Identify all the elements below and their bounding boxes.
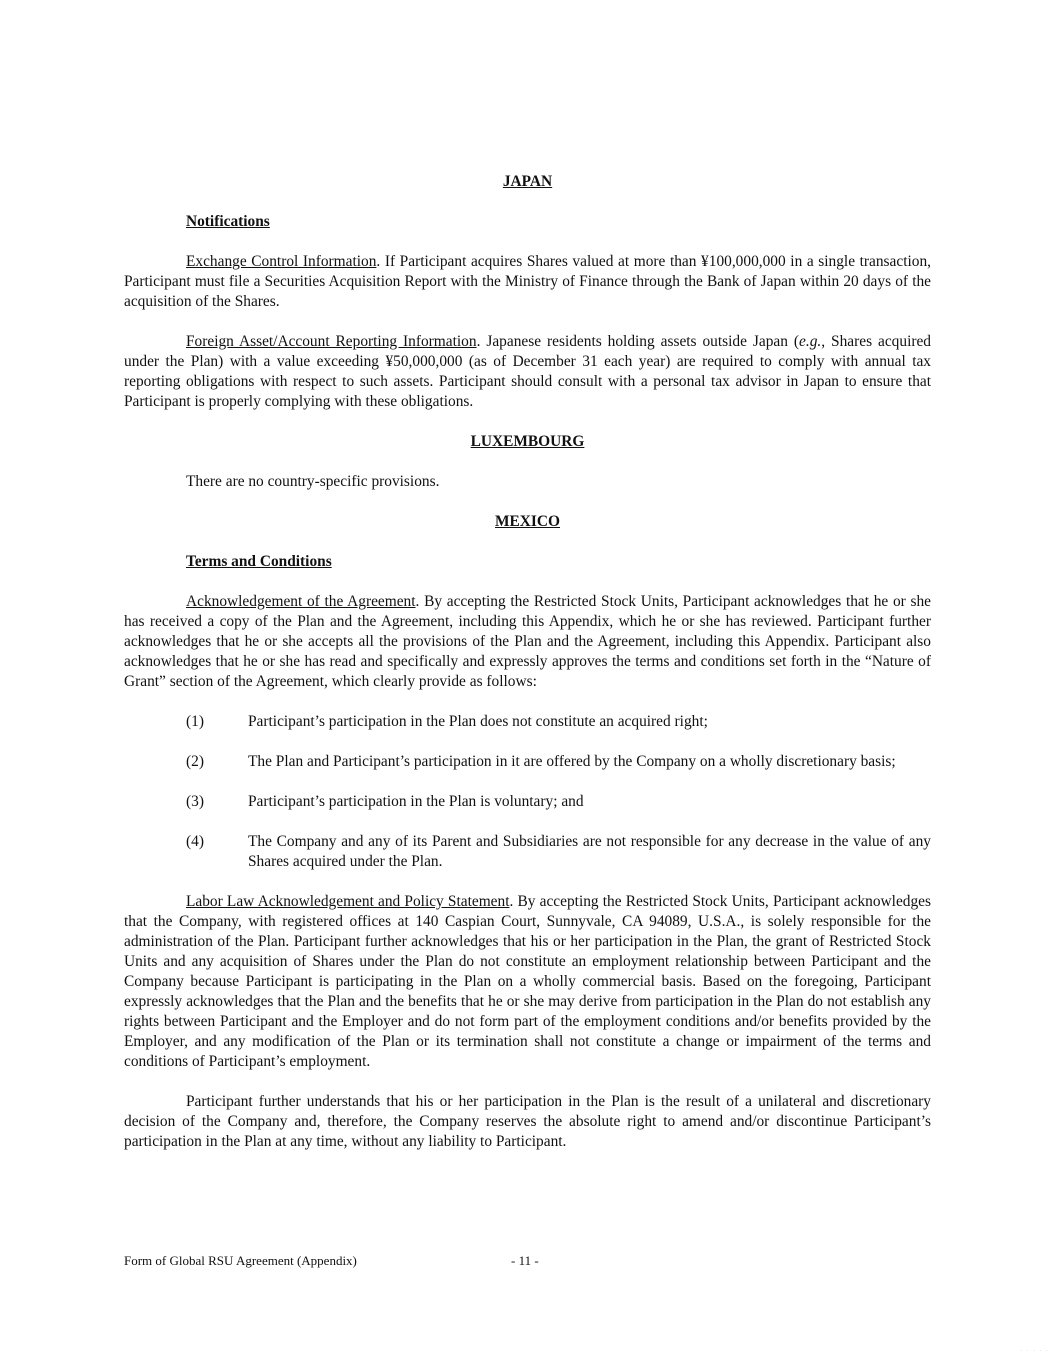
acknowledgement-body: . By accepting the Restricted Stock Units, Participant acknowledges that he or she has received a copy of the Plan and the Agreement, including this Appendix, which he or she has reviewed. Participant further acknowledges that he or she accepts all the provisions of the Plan and the Agreement, including this Appendix. Participant also acknowledges that he or she has read and specifically and expressly approves the terms and conditions set forth in the “Nature of Grant” section of the Agreement, which clearly provide as follows: [124,593,931,690]
list-item-number: (1) [186,713,204,730]
paragraph-labor-law [124,892,931,1072]
paragraph-acknowledgement [124,592,931,692]
list-item [124,752,931,772]
subheading-terms-and-conditions: Terms and Conditions [186,553,332,570]
list-item [124,832,931,872]
list-item-text: Participant’s participation in the Plan does not constitute an acquired right; [248,713,708,730]
paragraph-further-understands: Participant further understands that his or her participation in the Plan is the result of a unilateral and discretionary decision of the Company and, therefore, the Company reserves the absolute right to amend and/or discontinue Participant’s participation in the Plan at any time, without any liability to Participant. [124,1093,931,1150]
labor-law-title: Labor Law Acknowledgement and Policy Statement [186,893,510,910]
section-heading-luxembourg: LUXEMBOURG [470,433,585,450]
foreign-asset-body-part1: . Japanese residents holding assets outside Japan ( [476,333,800,350]
list-item-text: The Plan and Participant’s participation in it are offered by the Company on a wholly discretionary basis; [248,753,896,770]
footer-form-name: Form of Global RSU Agreement (Appendix) [124,1253,357,1268]
subheading-notifications: Notifications [186,213,270,230]
footer-page-number: - 11 - [511,1253,539,1268]
paragraph-luxembourg: There are no country-specific provisions. [186,473,440,490]
list-item-text: The Company and any of its Parent and Subsidiaries are not responsible for any decrease in the value of any Shares acquired under the Plan. [248,833,931,870]
exchange-control-body: . If Participant acquires Shares valued at more than ¥100,000,000 in a single transaction, Participant must file a Securities Acquisition Report with the Ministry of Finance through the Bank of Japan within 20 days of the acquisition of the Shares. [124,253,931,310]
list-item-number: (4) [186,833,204,850]
paragraph-foreign-asset [124,332,931,412]
list-item-text: Participant’s participation in the Plan is voluntary; and [248,793,584,810]
foreign-asset-title: Foreign Asset/Account Reporting Information [186,333,477,350]
list-item-number: (2) [186,753,204,770]
list-item [124,792,931,812]
foreign-asset-eg: e.g. [799,333,822,350]
corner-watermark: · · · · · [1019,1347,1049,1355]
section-heading-japan: JAPAN [502,173,553,190]
paragraph-exchange-control [124,252,931,312]
document-body [124,172,931,1172]
exchange-control-title: Exchange Control Information [186,253,377,270]
section-heading-mexico: MEXICO [495,513,560,530]
acknowledgement-title: Acknowledgement of the Agreement [186,593,416,610]
labor-law-body: . By accepting the Restricted Stock Units, Participant acknowledges that the Company, with registered offices at 140 Caspian Court, Sunnyvale, CA 94089, U.S.A., is solely responsible for the administration of the Plan. Participant further acknowledges that his or her participation in the Plan, the grant of Restricted Stock Units and any acquisition of Shares under the Plan do not constitute an employment relationship between Participant and the Company because Participant is participating in the Plan on a wholly commercial basis. Based on the foregoing, Participant expressly acknowledges that the Plan and the benefits that he or she may derive from participation in the Plan do not establish any rights between Participant and the Employer and do not form part of the employment conditions and/or benefits provided by the Employer, and any modification of the Plan or its termination shall not constitute a change or impairment of the terms and conditions of Participant’s employment. [124,893,931,1070]
list-item [124,712,931,732]
list-item-number: (3) [186,793,204,810]
foreign-asset-body-part2: , Shares acquired under the Plan) with a value exceeding ¥50,000,000 (as of December 31 each year) are required to comply with annual tax reporting obligations with respect to such assets. Participant should consult with a personal tax advisor in Japan to ensure that Participant is properly complying with these obligations. [124,333,932,410]
